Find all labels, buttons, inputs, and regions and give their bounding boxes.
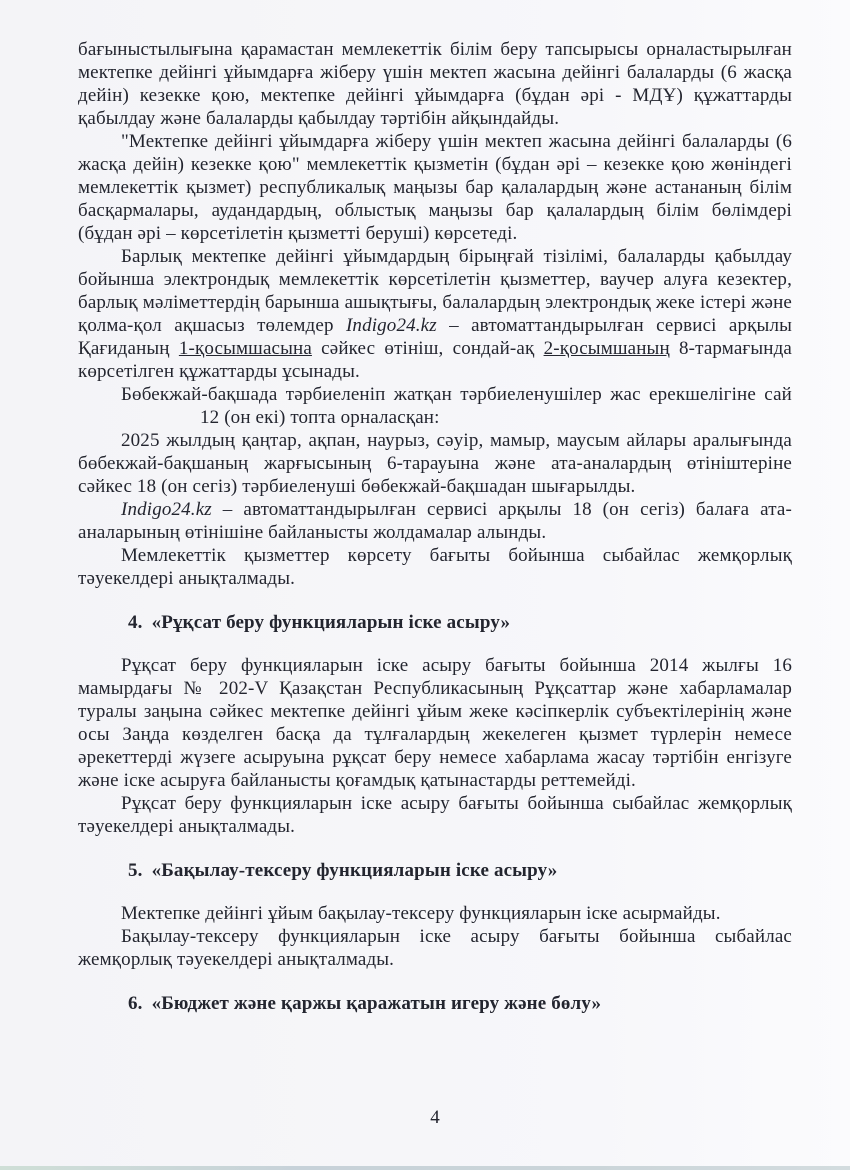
text-segment: «Рұқсат беру функцияларын іске асыру» <box>151 612 511 633</box>
text-segment: Indigo24.kz <box>121 499 212 520</box>
paragraph <box>78 498 792 544</box>
paragraph <box>78 383 792 429</box>
document-body <box>78 38 792 1035</box>
text-segment: – автоматтандырылған сервисі арқылы Қағиданың <box>78 315 792 359</box>
text-segment: сәйкес өтініш, сондай-ақ <box>311 338 544 359</box>
section-heading <box>78 859 792 882</box>
text-segment: Бөбекжай-бақшада тәрбиеленіп жатқан тәрбиеленушілер жас ерекшелігіне сай <box>121 384 792 405</box>
text-segment: – автоматтандырылған сервисі арқылы 18 (он сегіз) балаға ата-аналарының өтінішіне байланысты жолдамалар алынды. <box>78 499 792 543</box>
text-segment: Рұқсат беру функцияларын іске асыру бағыты бойынша 2014 жылғы 16 мамырдағы № 202-V Қазақстан Республикасының Рұқсаттар және хабарламалар туралы заңына сәйкес мектепке дейінгі ұйым жеке кәсіпкерлік субъектілерінің және осы Заңда көзделген басқа да тұлғалардың жекелеген қызмет түрлерін немесе әрекеттерді жүзеге асыруына рұқсат беру немесе хабарлама жасау тәртібін енгізуге және іске асыруға байланысты қоғамдық қатынастарды реттемейді. <box>78 655 792 791</box>
page-number: 4 <box>430 1107 440 1128</box>
text-segment: Бақылау-тексеру функцияларын іске асыру бағыты бойынша сыбайлас жемқорлық тәуекелдері анықталмады. <box>78 926 792 970</box>
text-segment: 12 (он екі) топта орналасқан: <box>200 407 440 428</box>
text-segment: 2025 жылдың қаңтар, ақпан, наурыз, сәуір, мамыр, маусым айлары аралығында бөбекжай-бақшаның жарғысының 6-тарауына және ата-аналардың өтініштеріне сәйкес 18 (он сегіз) тәрбиеленуші бөбекжай-бақшадан шығарылды. <box>78 430 792 497</box>
paragraph <box>78 245 792 383</box>
paragraph <box>78 130 792 245</box>
paragraph <box>78 429 792 498</box>
paragraph <box>78 792 792 838</box>
text-segment: «Бюджет және қаржы қаражатын игеру және бөлу» <box>151 993 602 1014</box>
text-segment: бағыныстылығына қарамастан мемлекеттік білім беру тапсырысы орналастырылған мектепке дейінгі ұйымдарға жіберу үшін мектеп жасына дейінгі балаларды (6 жасқа дейін) кезекке қою, мектепке дейінгі ұйымдарға (бұдан әрі - МДҰ) құжаттарды қабылдау және балаларды қабылдау тәртібін айқындайды. <box>78 39 792 129</box>
section-heading <box>78 992 792 1015</box>
section-heading <box>78 611 792 634</box>
text-segment: 2-қосымшаның <box>543 338 670 359</box>
paragraph <box>78 544 792 590</box>
text-segment: 1-қосымшасына <box>178 338 312 359</box>
text-segment: «Бақылау-тексеру функцияларын іске асыру» <box>151 860 558 881</box>
text-segment: "Мектепке дейінгі ұйымдарға жіберу үшін мектеп жасына дейінгі балаларды (6 жасқа дейін) кезекке қою" мемлекеттік қызметін (бұдан әрі – кезекке қою жөніндегі мемлекеттік қызмет) республикалық маңызы бар қалалардың және астананың білім басқармалары, аудандардың, облыстық маңызы бар қалалардың білім бөлімдері (бұдан әрі – көрсетілетін қызметті беруші) көрсетеді. <box>78 131 792 244</box>
text-segment: 6. <box>128 993 143 1014</box>
text-segment: Рұқсат беру функцияларын іске асыру бағыты бойынша сыбайлас жемқорлық тәуекелдері анықталмады. <box>78 793 792 837</box>
paragraph <box>78 902 792 925</box>
text-segment: Indigo24.kz <box>345 315 437 336</box>
text-segment: 5. <box>128 860 143 881</box>
text-segment: 8-тармағында көрсетілген құжаттарды ұсынады. <box>78 338 792 382</box>
text-segment: Мектепке дейінгі ұйым бақылау-тексеру функцияларын іске асырмайды. <box>121 903 721 924</box>
text-segment: Мемлекеттік қызметтер көрсету бағыты бойынша сыбайлас жемқорлық тәуекелдері анықталмады. <box>78 545 792 589</box>
scan-bottom-edge <box>0 1166 850 1170</box>
text-segment: Барлық мектепке дейінгі ұйымдардың бірыңғай тізілімі, балаларды қабылдау бойынша электрондық мемлекеттік көрсетілетін қызметтер, ваучер алуға кезектер, барлық мәліметтердің барынша ашықтығы, балалардың электрондық жеке істері және қолма-қол ақшасыз төлемдер <box>78 246 792 336</box>
text-segment: 4. <box>128 612 143 633</box>
paragraph <box>78 38 792 130</box>
paragraph <box>78 654 792 792</box>
paragraph <box>78 925 792 971</box>
